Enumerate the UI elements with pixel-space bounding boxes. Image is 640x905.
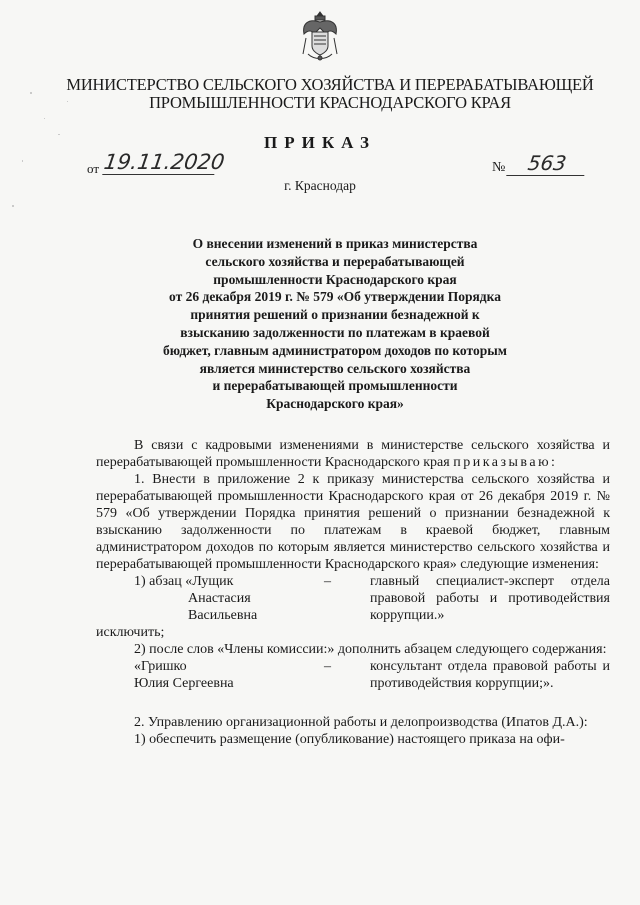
- intro-paragraph: [96, 437, 610, 471]
- title-line: Краснодарского края»: [266, 396, 404, 412]
- item-1: 1. Внести в приложение 2 к приказу министерства сельского хозяйства и перерабатывающей промышленности Краснодарского края от 26 декабря 2019 г. № 579 «Об утверждении Порядка принятия решений о признании безнадежной к взысканию задолженности по платежам в краевой бюджет, главным администратором доходов по которым является министерство сельского хозяйства и перерабатывающей промышленности Краснодарского края» следующие изменения:: [96, 472, 610, 572]
- title-line: бюджет, главным администратором доходов по которым: [163, 342, 507, 358]
- sub-item-1-label: 1) абзац «Лущик: [134, 574, 234, 589]
- sub-item-2-role: консультант отдела правовой работы и противодействия коррупции;».: [370, 659, 610, 691]
- document-body: [96, 437, 610, 748]
- document-type: ПРИКАЗ: [264, 133, 376, 152]
- title-line: принятия решений о признании безнадежной к: [190, 307, 480, 323]
- sub-item-1: [96, 573, 610, 624]
- date-label: от: [87, 161, 100, 176]
- document-title: [120, 235, 550, 413]
- sub-item-2-dash: –: [324, 659, 331, 674]
- ministry-line-2: ПРОМЫШЛЕННОСТИ КРАСНОДАРСКОГО КРАЯ: [149, 93, 511, 112]
- number-label: №: [492, 160, 506, 175]
- title-line: взысканию задолженности по платежам в краевой: [180, 324, 490, 340]
- sub-item-1-role: главный специалист-эксперт отдела правовой работы и противодействия коррупции.»: [370, 574, 610, 623]
- title-line: от 26 декабря 2019 г. № 579 «Об утверждении Порядка: [169, 289, 501, 305]
- title-line: и перерабатывающей промышленности: [212, 378, 458, 394]
- sub-item-2: 2) после слов «Члены комиссии:» дополнить абзацем следующего содержания:: [134, 642, 607, 657]
- sub-item-2-left: [96, 658, 322, 692]
- sub-item-1-left: [96, 573, 322, 624]
- title-line: сельского хозяйства и перерабатывающей: [205, 253, 465, 269]
- item-2-sub-1: 1) обеспечить размещение (опубликование) настоящего приказа на офи-: [134, 732, 565, 747]
- sub-item-1-name: Анастасия Васильевна: [188, 591, 258, 623]
- intro-text: В связи с кадровыми изменениями в министерстве сельского хозяйства и перерабатывающей промышленности Краснодарского края: [96, 438, 610, 470]
- intro-command: приказываю:: [453, 455, 558, 470]
- ministry-name: [40, 76, 620, 112]
- coat-of-arms-icon: [300, 10, 340, 62]
- sub-item-2-name-line2: Юлия Сергеевна: [134, 676, 234, 691]
- spacer: [96, 692, 610, 714]
- sub-item-2-entry: [96, 658, 610, 692]
- sub-item-1-dash: –: [324, 574, 331, 589]
- sub-item-1-after: исключить;: [96, 625, 165, 640]
- title-line: О внесении изменений в приказ министерства: [192, 236, 478, 251]
- ministry-line-1: МИНИСТЕРСТВО СЕЛЬСКОГО ХОЗЯЙСТВА И ПЕРЕРАБАТЫВАЮЩЕЙ: [66, 75, 594, 94]
- date-value: 19.11.2020: [102, 150, 227, 174]
- sub-item-2-name-line1: «Гришко: [134, 659, 187, 674]
- city: г. Краснодар: [284, 178, 356, 193]
- item-2: 2. Управлению организационной работы и делопроизводства (Ипатов Д.А.):: [134, 715, 588, 730]
- title-line: промышленности Краснодарского края: [213, 271, 457, 287]
- title-line: является министерство сельского хозяйства: [199, 360, 471, 376]
- number-value: 563: [506, 151, 588, 176]
